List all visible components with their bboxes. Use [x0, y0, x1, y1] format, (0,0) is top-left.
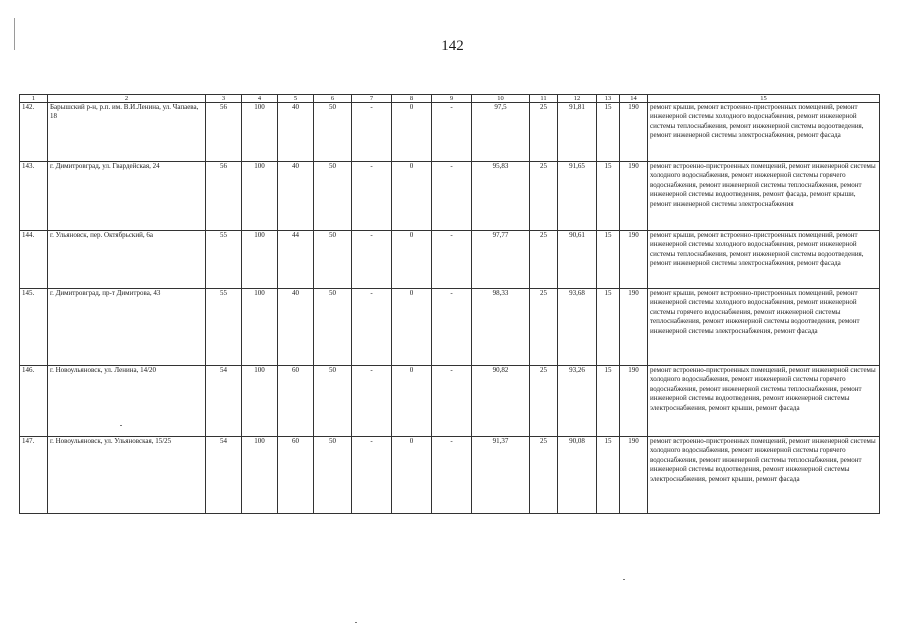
address-cell: г. Ульяновск, пер. Октябрьский, 6а — [48, 231, 206, 289]
value-cell: 25 — [530, 231, 558, 289]
col-header-5: 5 — [278, 95, 314, 103]
value-cell: 55 — [206, 289, 242, 366]
buildings-table — [19, 94, 880, 514]
value-cell: 56 — [206, 162, 242, 231]
value-cell: 56 — [206, 103, 242, 162]
table-row — [20, 289, 880, 366]
value-cell: - — [352, 231, 392, 289]
value-cell: 90,82 — [472, 366, 530, 437]
value-cell: 25 — [530, 366, 558, 437]
value-cell: - — [352, 103, 392, 162]
works-cell: ремонт крыши, ремонт встроенно-пристроенных помещений, ремонт инженерной системы холодного водоснабжения, ремонт инженерной системы теплоснабжения, ремонт инженерной системы водоотведения, ремонт инженерной системы электроснабжения, ремонт фасада — [648, 103, 880, 162]
value-cell: 50 — [314, 231, 352, 289]
value-cell: 50 — [314, 366, 352, 437]
value-cell: 100 — [242, 366, 278, 437]
address-cell: г. Новоульяновск, ул. Ульяновская, 15/25 — [48, 437, 206, 514]
value-cell: 90,08 — [558, 437, 597, 514]
address-cell: г. Димитровград, пр-т Димитрова, 43 — [48, 289, 206, 366]
works-cell: ремонт крыши, ремонт встроенно-пристроенных помещений, ремонт инженерной системы холодного водоснабжения, ремонт инженерной системы горячего водоснабжения, ремонт инженерной системы теплоснабжения, ремонт инженерной системы водоотведения, ремонт инженерной системы электроснабжения, ремонт фасада — [648, 289, 880, 366]
row-number: 146. — [20, 366, 48, 437]
col-header-3: 3 — [206, 95, 242, 103]
value-cell: 15 — [597, 162, 620, 231]
table-row — [20, 437, 880, 514]
value-cell: 0 — [392, 103, 432, 162]
value-cell: - — [432, 289, 472, 366]
table-row — [20, 162, 880, 231]
value-cell: 60 — [278, 437, 314, 514]
row-number: 143. — [20, 162, 48, 231]
col-header-6: 6 — [314, 95, 352, 103]
value-cell: 190 — [620, 162, 648, 231]
value-cell: 15 — [597, 366, 620, 437]
col-header-2: 2 — [48, 95, 206, 103]
value-cell: - — [352, 289, 392, 366]
col-header-12: 12 — [558, 95, 597, 103]
value-cell: 25 — [530, 289, 558, 366]
value-cell: 100 — [242, 437, 278, 514]
table-row — [20, 103, 880, 162]
value-cell: 15 — [597, 289, 620, 366]
value-cell: 98,33 — [472, 289, 530, 366]
table-row — [20, 366, 880, 437]
page-number: 142 — [441, 38, 464, 54]
value-cell: 100 — [242, 231, 278, 289]
value-cell: 25 — [530, 162, 558, 231]
scan-speck — [355, 622, 357, 623]
value-cell: 40 — [278, 162, 314, 231]
value-cell: - — [352, 162, 392, 231]
value-cell: 50 — [314, 289, 352, 366]
value-cell: 91,37 — [472, 437, 530, 514]
value-cell: 15 — [597, 231, 620, 289]
scan-speck — [120, 425, 122, 426]
value-cell: 100 — [242, 162, 278, 231]
value-cell: 95,83 — [472, 162, 530, 231]
col-header-8: 8 — [392, 95, 432, 103]
value-cell: 44 — [278, 231, 314, 289]
col-header-1: 1 — [20, 95, 48, 103]
value-cell: - — [352, 437, 392, 514]
col-header-11: 11 — [530, 95, 558, 103]
value-cell: 15 — [597, 437, 620, 514]
value-cell: 0 — [392, 231, 432, 289]
value-cell: 25 — [530, 437, 558, 514]
value-cell: 0 — [392, 289, 432, 366]
col-header-9: 9 — [432, 95, 472, 103]
value-cell: - — [432, 231, 472, 289]
col-header-13: 13 — [597, 95, 620, 103]
value-cell: 0 — [392, 366, 432, 437]
value-cell: 190 — [620, 289, 648, 366]
works-cell: ремонт крыши, ремонт встроенно-пристроенных помещений, ремонт инженерной системы холодного водоснабжения, ремонт инженерной системы теплоснабжения, ремонт инженерной системы водоотведения, ремонт инженерной системы электроснабжения, ремонт фасада — [648, 231, 880, 289]
value-cell: - — [432, 162, 472, 231]
value-cell: 54 — [206, 366, 242, 437]
value-cell: 190 — [620, 103, 648, 162]
col-header-10: 10 — [472, 95, 530, 103]
value-cell: 0 — [392, 437, 432, 514]
value-cell: 40 — [278, 289, 314, 366]
value-cell: 90,61 — [558, 231, 597, 289]
value-cell: - — [432, 366, 472, 437]
value-cell: 97,5 — [472, 103, 530, 162]
scan-speck — [623, 579, 625, 580]
value-cell: 50 — [314, 437, 352, 514]
value-cell: 91,65 — [558, 162, 597, 231]
value-cell: 190 — [620, 366, 648, 437]
value-cell: - — [432, 103, 472, 162]
col-header-14: 14 — [620, 95, 648, 103]
col-header-7: 7 — [352, 95, 392, 103]
value-cell: 54 — [206, 437, 242, 514]
value-cell: 40 — [278, 103, 314, 162]
address-cell: Барышский р-н, р.п. им. В.И.Ленина, ул. Чапаева, 18 — [48, 103, 206, 162]
value-cell: 15 — [597, 103, 620, 162]
works-cell: ремонт встроенно-пристроенных помещений, ремонт инженерной системы холодного водоснабжения, ремонт инженерной системы горячего водоснабжения, ремонт инженерной системы теплоснабжения, ремонт инженерной системы водоотведения, ремонт фасада, ремонт крыши, ремонт инженерной системы электроснабжения — [648, 162, 880, 231]
row-number: 144. — [20, 231, 48, 289]
value-cell: 50 — [314, 162, 352, 231]
works-cell: ремонт встроенно-пристроенных помещений, ремонт инженерной системы холодного водоснабжения, ремонт инженерной системы горячего водоснабжения, ремонт инженерной системы теплоснабжения, ремонт инженерной системы водоотведения, ремонт инженерной системы электроснабжения, ремонт крыши, ремонт фасада — [648, 437, 880, 514]
value-cell: 25 — [530, 103, 558, 162]
value-cell: 190 — [620, 231, 648, 289]
row-number: 147. — [20, 437, 48, 514]
value-cell: 93,68 — [558, 289, 597, 366]
row-number: 142. — [20, 103, 48, 162]
table-row — [20, 231, 880, 289]
value-cell: 97,77 — [472, 231, 530, 289]
value-cell: 60 — [278, 366, 314, 437]
value-cell: 190 — [620, 437, 648, 514]
value-cell: 100 — [242, 103, 278, 162]
value-cell: - — [432, 437, 472, 514]
address-cell: г. Новоульяновск, ул. Ленина, 14/20 — [48, 366, 206, 437]
value-cell: 0 — [392, 162, 432, 231]
value-cell: 91,81 — [558, 103, 597, 162]
value-cell: 50 — [314, 103, 352, 162]
value-cell: 100 — [242, 289, 278, 366]
value-cell: 93,26 — [558, 366, 597, 437]
value-cell: 55 — [206, 231, 242, 289]
works-cell: ремонт встроенно-пристроенных помещений, ремонт инженерной системы холодного водоснабжения, ремонт инженерной системы горячего водоснабжения, ремонт инженерной системы теплоснабжения, ремонт инженерной системы водоотведения, ремонт инженерной системы электроснабжения, ремонт крыши, ремонт фасада — [648, 366, 880, 437]
value-cell: - — [352, 366, 392, 437]
address-cell: г. Димитровград, ул. Гвардейская, 24 — [48, 162, 206, 231]
header-row — [20, 95, 880, 103]
row-number: 145. — [20, 289, 48, 366]
col-header-4: 4 — [242, 95, 278, 103]
col-header-15: 15 — [648, 95, 880, 103]
